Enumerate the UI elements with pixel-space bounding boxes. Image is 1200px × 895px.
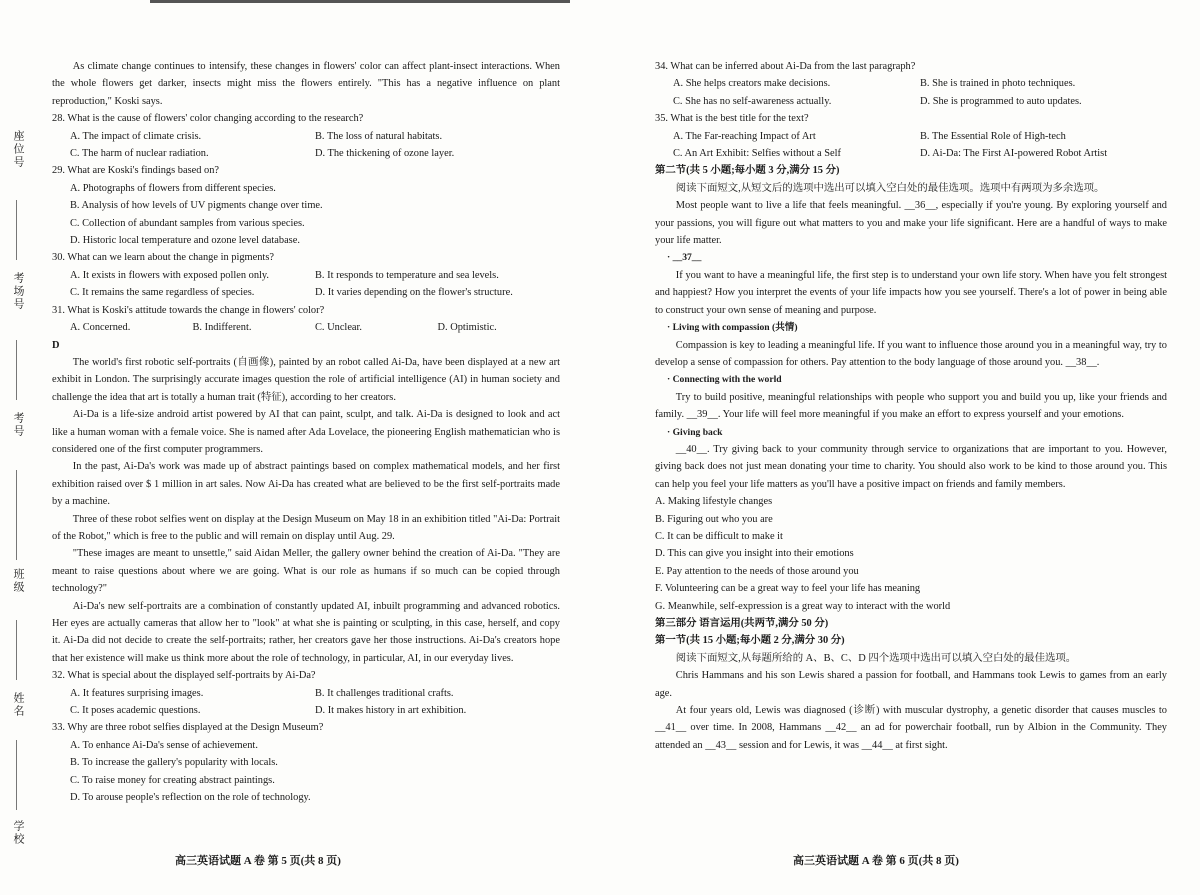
part-3-title: 第三部分 语言运用(共两节,满分 50 分) [655,618,829,629]
option: B. It challenges traditional crafts. [315,687,454,699]
left-page-footer: 高三英语试题 A 卷 第 5 页(共 8 页) [175,855,341,867]
cloze-option: E. Pay attention to the needs of those around you [655,565,859,577]
option: C. It poses academic questions. [70,705,201,717]
option: B. She is trained in photo techniques. [920,78,1076,90]
question-31-options [52,319,560,336]
part-3-instructions: 阅读下面短文,从每题所给的 A、B、C、D 四个选项中选出可以填入空白处的最佳选项。 [675,652,1077,664]
option: D. Historic local temperature and ozone level database. [70,235,300,247]
exam-room-label: 考场号 [12,272,24,311]
section-2-title: 第二节(共 5 小题;每小题 3 分,满分 15 分) [655,165,840,177]
question-32-options [52,685,560,720]
option: C. Unclear. [315,322,363,334]
seat-number-label: 座位号 [12,130,24,169]
option: D. She is programmed to auto updates. [920,95,1082,107]
passage-d-paragraph: Ai-Da is a life-size android artist powered by AI that can paint, sculpt, and talk. Ai-Da is designed to look and act like a human woman with a female voice. She is named after Ada Lovelace, the pioneering English mathematician who is considered one of the first computer programmers. [52,409,560,455]
cloze-paragraph: Compassion is key to leading a meaningful life. If you want to influence those around you in a meaningful way, try to develop a sense of compassion for others. Pay attention to the body language of those around you. __38__. [655,339,1167,368]
question-34-options [655,75,1167,110]
cloze-option: F. Volunteering can be a great way to feel your life has meaning [655,583,921,595]
option: C. An Art Exhibit: Selfies without a Self [673,148,841,160]
option: B. Indifferent. [192,322,252,334]
question-28: 28. What is the cause of flowers' color changing according to the research? [52,113,364,125]
question-30: 30. What can we learn about the change in pigments? [52,252,274,264]
cloze-option-list [655,493,1167,615]
option: B. The loss of natural habitats. [315,130,443,142]
cloze-option: G. Meanwhile, self-expression is a great way to interact with the world [655,600,951,612]
cloze-paragraph: If you want to have a meaningful life, the first step is to understand your own life story. When have you felt strongest and happiest? How you interpret the events of your life impacts how you see yourself. There's a lot of power in being able to construct your own sense of meaning and purpose. [655,269,1167,316]
option: B. Analysis of how levels of UV pigments change over time. [70,200,323,212]
option: D. It makes history in art exhibition. [315,705,467,717]
cloze-option: D. This can give you insight into their emotions [655,548,854,560]
question-31: 31. What is Koski's attitude towards the change in flowers' color? [52,304,325,316]
cloze-heading-connecting: · Connecting with the world [667,374,782,386]
question-32: 32. What is special about the displayed self-portraits by Ai-Da? [52,670,316,682]
class-line [16,620,17,680]
option: A. To enhance Ai-Da's sense of achievement. [70,739,258,751]
cloze-heading-37: · __37__ [667,252,702,264]
passage-d-paragraph: Ai-Da's new self-portraits are a combination of constantly updated AI, inbuilt programming and advanced robotics. Her eyes are actually cameras that allow her to "look" at what she is painting or sculpting, in this case, herself, and copy it. Ai-Da did not decide to create the self-portraits; rather, her creators gave her those instructions. Ai-Da's creators hope that her existence will make us think more about the role of technology, in particular, AI, in our everyday lives. [52,600,560,664]
class-label: 班级 [12,568,24,594]
cloze-paragraph: Try to build positive, meaningful relationships with people who support you and build you up, like your friends and family. __39__. Your life will feel more meaningful if you make an effort to express yourself and your emotions. [655,391,1167,421]
name-line [16,740,17,810]
exam-number-line [16,470,17,560]
option: A. Concerned. [70,322,131,334]
cloze-paragraph: __40__. Try giving back to your community through service to organizations that are important to you. However, giving back does not just mean donating your time to charity. You should also work to be kind to those around you. This can help you feel your life matters as you'll have a positive impact on friends and family members. [655,443,1167,490]
right-page [655,58,1167,754]
question-30-options [52,267,560,302]
option: C. It remains the same regardless of species. [70,287,255,299]
cloze-passage-paragraph: At four years old, Lewis was diagnosed (诊断) with muscular dystrophy, a genetic disorder that causes muscles to __41__ over time. In 2008, Hammans __42__ an ad for powerchair football, run by Albion in the Community. They attended an __43__ session and for Lewis, it was __44__ at first sight. [655,705,1167,751]
cloze-heading-compassion: · Living with compassion (共情) [667,322,798,334]
binding-margin [0,0,50,895]
option: B. To increase the gallery's popularity with locals. [70,757,278,769]
section-d-heading: D [52,339,60,351]
question-33: 33. Why are three robot selfies displayed at the Design Museum? [52,722,324,734]
option: C. To raise money for creating abstract paintings. [70,774,275,786]
option: A. The Far-reaching Impact of Art [673,130,816,142]
seat-number-line [16,200,17,260]
option: C. Collection of abundant samples from various species. [70,217,305,229]
question-28-options [52,128,560,163]
right-page-footer: 高三英语试题 A 卷 第 6 页(共 8 页) [793,855,959,867]
option: C. The harm of nuclear radiation. [70,148,209,160]
passage-d-paragraph: Three of these robot selfies went on display at the Design Museum on May 18 in an exhibition titled "Ai-Da: Portrait of the Robot," which is free to the public and will remain on display until Aug. 29. [52,513,560,542]
cloze-option: C. It can be difficult to make it [655,530,783,542]
option: B. It responds to temperature and sea levels. [315,269,499,281]
option: D. It varies depending on the flower's structure. [315,287,513,299]
option: C. She has no self-awareness actually. [673,95,832,107]
section-2-instructions: 阅读下面短文,从短文后的选项中选出可以填入空白处的最佳选项。选项中有两项为多余选项。 [675,182,1105,194]
passage-d-paragraph: "These images are meant to unsettle," said Aidan Meller, the gallery owner behind the creation of Ai-Da. "They are meant to raise questions about where we are going. What is our role as humans if so much can be copied through technology?" [52,548,560,595]
name-label: 姓名 [12,692,24,718]
cloze-heading-giving: · Giving back [667,426,723,438]
question-35-options [655,128,1167,163]
cloze-option: B. Figuring out who you are [655,513,773,525]
passage-c-ending: As climate change continues to intensify, these changes in flowers' color can affect plant-insect interactions. When the whole flowers get darker, insects might miss the flowers entirely. "This has a negative influence on plant reproduction," Koski says. [52,61,560,107]
question-34: 34. What can be inferred about Ai-Da from the last paragraph? [655,61,916,72]
exam-room-line [16,340,17,400]
option: A. She helps creators make decisions. [673,78,831,90]
school-label: 学校 [12,820,24,846]
question-29: 29. What are Koski's findings based on? [52,165,220,177]
cloze-passage-paragraph: Chris Hammans and his son Lewis shared a passion for football, and Hammans took Lewis to games from an early age. [655,670,1167,699]
option: D. Optimistic. [437,322,497,334]
option: A. It exists in flowers with exposed pollen only. [70,269,270,281]
option: A. It features surprising images. [70,687,204,699]
cloze-option: A. Making lifestyle changes [655,496,773,508]
question-35: 35. What is the best title for the text? [655,113,809,125]
question-33-options [52,737,560,807]
option: D. Ai-Da: The First AI-powered Robot Artist [920,148,1108,160]
option: D. The thickening of ozone layer. [315,148,455,160]
option: D. To arouse people's reflection on the role of technology. [70,792,311,804]
question-29-options [52,180,560,250]
exam-number-label: 考号 [12,412,24,438]
option: A. The impact of climate crisis. [70,130,202,142]
top-rule [150,0,570,3]
cloze-paragraph: Most people want to live a life that feels meaningful. __36__, especially if you're young. By exploring yourself and your passions, you will figure out what matters to you and make your life significant. Here are a handful of ways to make your life matter. [655,200,1167,247]
left-page [52,58,560,806]
option: B. The Essential Role of High-tech [920,130,1066,142]
option: A. Photographs of flowers from different species. [70,182,276,194]
passage-d-paragraph: The world's first robotic self-portraits (自画像), painted by an robot called Ai-Da, have been displayed at a new art exhibit in London. The surprisingly accurate images question the role of artificial intelligence (AI) in human society and challenge the idea that art is totally a human trait (特征), according to her creators. [52,356,560,403]
passage-d-paragraph: In the past, Ai-Da's work was made up of abstract paintings based on complex mathematical models, and her first exhibition raised over $ 1 million in art sales. Now Ai-Da has created what are believed to be the first self-portraits made by a machine. [52,461,560,508]
part-3-section-1-title: 第一节(共 15 小题;每小题 2 分,满分 30 分) [655,635,845,647]
